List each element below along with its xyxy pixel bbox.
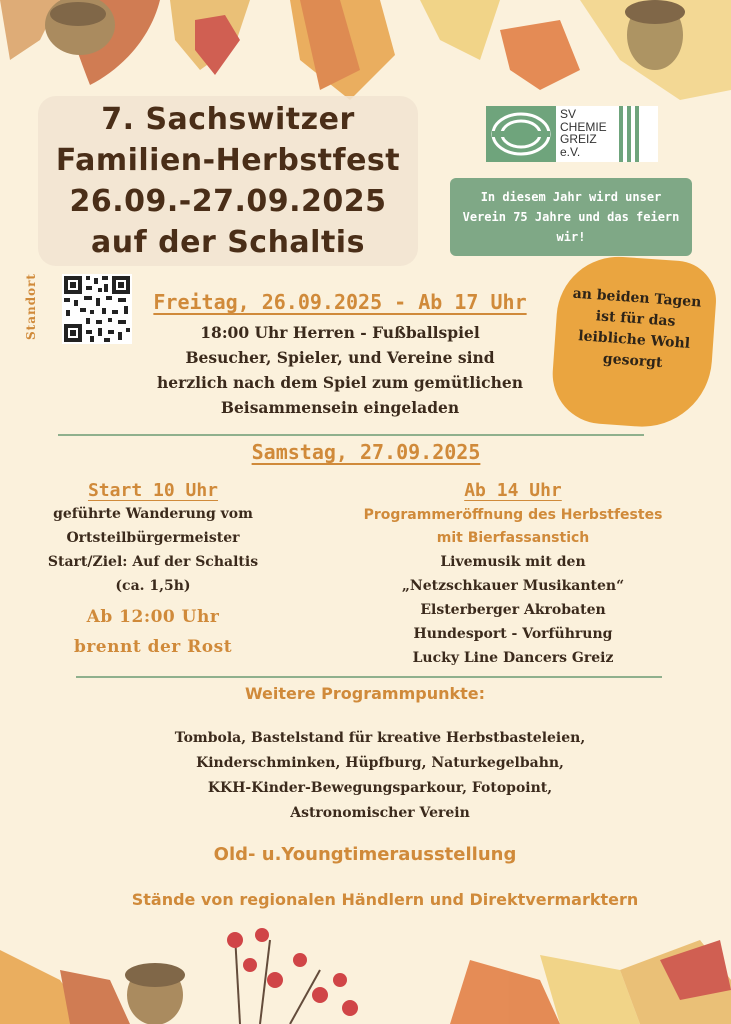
more-program-line-3: KKH-Kinder-Bewegungsparkour, Fotopoint,	[207, 780, 553, 796]
food-info-text: an beiden Tagen ist für das leibliche Wohl gesorgt	[572, 285, 702, 372]
food-info-bubble	[549, 253, 718, 432]
program-opening-line-1: Programmeröffnung des Herbstfestes	[363, 507, 663, 523]
friday-football-text: 18:00 Uhr Herren - Fußballspiel	[200, 323, 480, 342]
divider-line-2	[76, 676, 662, 678]
hike-text-line-1: geführte Wanderung vom	[53, 506, 253, 522]
more-program-heading: Weitere Programmpunkte:	[244, 684, 486, 703]
more-program-line-4: Astronomischer Verein	[290, 805, 470, 821]
logo-text-chemie: CHEMIE	[560, 119, 607, 134]
title-line-3: 26.09.-27.09.2025	[69, 184, 387, 219]
acrobats-text: Elsterberger Akrobaten	[420, 602, 606, 618]
friday-heading: Freitag, 26.09.2025 - Ab 17 Uhr	[153, 290, 527, 314]
anniversary-text: In diesem Jahr wird unser Verein 75 Jahre und das feiern wir!	[462, 190, 680, 244]
grill-text-line-2: brennt der Rost	[73, 637, 233, 657]
logo-text-ev: e.V.	[560, 144, 581, 159]
friday-text-line-2: Besucher, Spieler, und Vereine sind	[185, 348, 495, 367]
saturday-heading: Samstag, 27.09.2025	[251, 440, 481, 464]
dog-sport-text: Hundesport - Vorführung	[413, 626, 613, 642]
standort-label: Standort	[24, 273, 38, 340]
grill-text-line-1: Ab 12:00 Uhr	[86, 607, 220, 627]
friday-text-line-4: Beisammensein eingeladen	[220, 398, 460, 417]
hike-text-line-2: Ortsteilbürgermeister	[66, 530, 240, 546]
club-emblem-icon	[486, 106, 556, 162]
saturday-start-heading: Start 10 Uhr	[87, 480, 219, 501]
live-music-line-1: Livemusik mit den	[440, 554, 586, 570]
club-logo	[486, 106, 658, 162]
more-program-line-1: Tombola, Bastelstand für kreative Herbstbasteleien,	[174, 730, 586, 746]
friday-text-line-3: herzlich nach dem Spiel zum gemütlichen	[157, 373, 523, 392]
hike-text-line-3: Start/Ziel: Auf der Schaltis	[47, 554, 259, 570]
title-line-4: auf der Schaltis	[91, 225, 365, 260]
program-opening-line-2: mit Bierfassanstich	[436, 530, 590, 546]
divider-line-1	[58, 434, 644, 436]
more-program-line-2: Kinderschminken, Hüpfburg, Naturkegelbahn,	[196, 755, 564, 771]
live-music-line-2: „Netzschkauer Musikanten“	[401, 578, 625, 594]
saturday-afternoon-heading: Ab 14 Uhr	[464, 480, 562, 501]
title-line-1: 7. Sachswitzer	[101, 102, 355, 137]
logo-text-greiz: GREIZ	[560, 132, 597, 146]
anniversary-info-box	[450, 178, 692, 256]
title-line-2: Familien-Herbstfest	[55, 143, 401, 178]
autumn-leaves-bottom-decoration	[0, 920, 731, 1024]
logo-text-sv: SV	[560, 107, 577, 121]
line-dancers-text: Lucky Line Dancers Greiz	[412, 650, 614, 666]
hike-text-line-4: (ca. 1,5h)	[115, 578, 191, 594]
oldtimer-exhibition-text: Old- u.Youngtimerausstellung	[213, 844, 517, 865]
regional-stands-text: Stände von regionalen Händlern und Direktvermarktern	[131, 890, 639, 909]
